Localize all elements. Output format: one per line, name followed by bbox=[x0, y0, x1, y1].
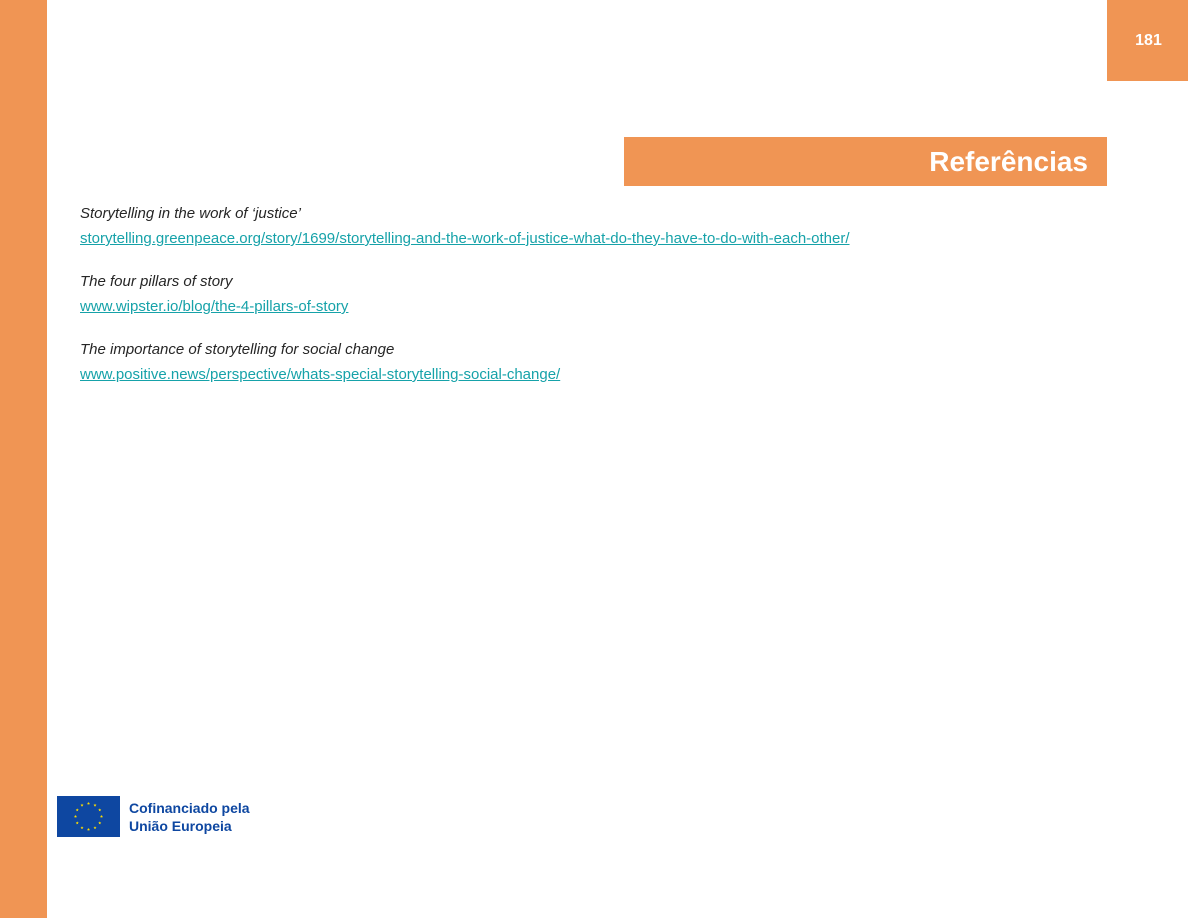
reference-item bbox=[80, 272, 1080, 317]
reference-item bbox=[80, 340, 1080, 385]
reference-item bbox=[80, 204, 1080, 249]
title-banner bbox=[624, 137, 1107, 186]
eu-funding-notice bbox=[57, 796, 250, 837]
page-number-box bbox=[1107, 0, 1188, 81]
left-accent-bar bbox=[0, 0, 47, 918]
reference-title: The four pillars of story bbox=[80, 273, 233, 290]
eu-funding-line2: União Europeia bbox=[129, 817, 232, 834]
reference-title: The importance of storytelling for social change bbox=[80, 341, 395, 358]
reference-link[interactable]: www.wipster.io/blog/the-4-pillars-of-story bbox=[80, 298, 349, 315]
references-list bbox=[80, 204, 1080, 408]
eu-flag-icon bbox=[57, 796, 120, 837]
eu-funding-line1: Cofinanciado pela bbox=[129, 799, 250, 816]
eu-funding-text bbox=[129, 799, 250, 835]
page-number: 181 bbox=[1135, 31, 1162, 49]
reference-link[interactable]: www.positive.news/perspective/whats-special-storytelling-social-change/ bbox=[80, 366, 561, 383]
reference-link[interactable]: storytelling.greenpeace.org/story/1699/storytelling-and-the-work-of-justice-what-do-they-have-to-do-with-each-other/ bbox=[80, 230, 850, 247]
page-title: Referências bbox=[929, 145, 1088, 177]
reference-title: Storytelling in the work of ‘justice’ bbox=[80, 205, 301, 222]
